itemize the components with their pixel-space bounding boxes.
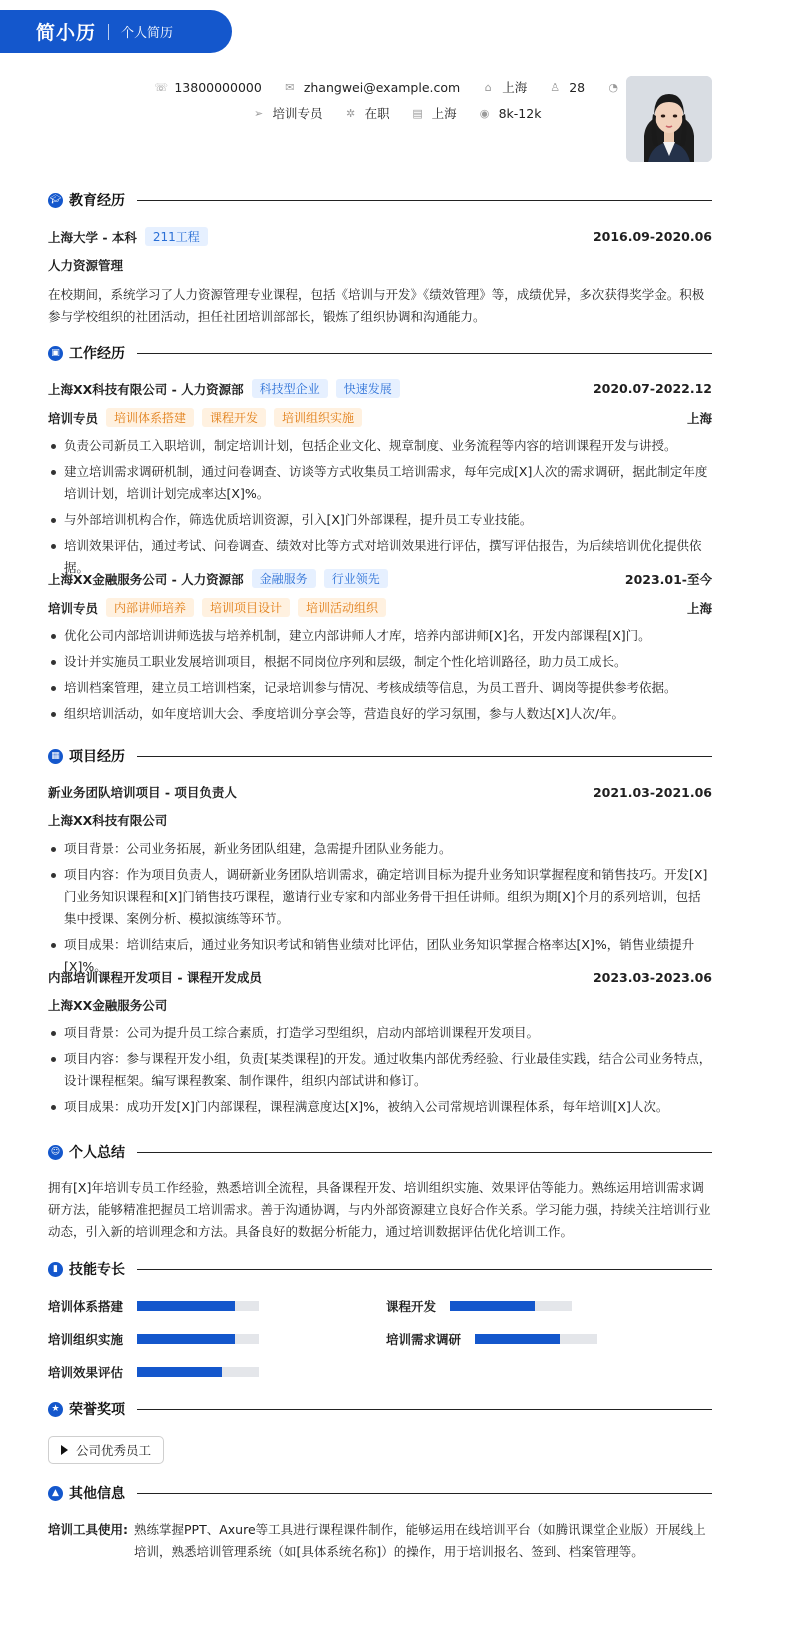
skill-name: 课程开发 bbox=[386, 1299, 437, 1314]
section-divider bbox=[137, 353, 712, 354]
work-2-skill-tag: 培训活动组织 bbox=[298, 598, 386, 617]
school-name: 上海大学 - 本科 bbox=[48, 229, 137, 245]
contact-work-city bbox=[412, 105, 457, 121]
section-summary-title: 个人总结 bbox=[69, 1145, 125, 1161]
work-1-tag: 快速发展 bbox=[336, 379, 400, 398]
list-item: 培训效果评估，通过考试、问卷调查、绩效对比等方式对培训效果进行评估，撰写评估报告，为后续培训优化提供依据。 bbox=[48, 535, 712, 579]
skill-item bbox=[48, 1363, 259, 1381]
project-2-bullets bbox=[48, 1022, 712, 1122]
building-icon: ▤ bbox=[412, 106, 423, 120]
project-1-company-row bbox=[48, 811, 712, 829]
contact-salary bbox=[479, 105, 542, 121]
contact-status-text: 在职 bbox=[364, 106, 390, 121]
award-badge bbox=[48, 1436, 164, 1464]
project-1-title: 新业务团队培训项目 - 项目负责人 bbox=[48, 785, 237, 800]
project-1-bullets bbox=[48, 838, 712, 982]
status-icon: ✲ bbox=[345, 106, 356, 120]
section-skills bbox=[48, 1259, 712, 1279]
skill-bar-fill bbox=[475, 1334, 560, 1344]
project-2-company: 上海XX金融服务公司 bbox=[48, 998, 168, 1013]
skill-name: 培训组织实施 bbox=[48, 1332, 124, 1347]
section-education bbox=[48, 190, 712, 210]
skill-item bbox=[386, 1330, 597, 1348]
award-icon: ★ bbox=[48, 1402, 63, 1417]
education-description: 在校期间，系统学习了人力资源管理专业课程，包括《培训与开发》《绩效管理》等，成绩优异，多次获得奖学金。积极参与学校组织的社团活动，担任社团培训部部长，锻炼了组织协调和沟通能力。 bbox=[48, 287, 705, 324]
list-item: 项目背景：公司为提升员工综合素质，打造学习型组织，启动内部培训课程开发项目。 bbox=[48, 1022, 712, 1044]
brand-divider bbox=[108, 24, 109, 40]
work-2-company: 上海XX金融服务公司 - 人力资源部 bbox=[48, 571, 244, 587]
list-item: 项目成果：成功开发[X]门内部课程，课程满意度达[X]%，被纳入公司常规培训课程体系，每年培训[X]人次。 bbox=[48, 1096, 712, 1118]
avatar-photo bbox=[626, 76, 712, 162]
project-2-date: 2023.03-2023.06 bbox=[592, 969, 712, 985]
section-awards-title: 荣誉奖项 bbox=[69, 1402, 125, 1418]
project-2-header bbox=[48, 968, 712, 986]
education-icon: 🎓︎ bbox=[48, 193, 63, 208]
contact-age bbox=[549, 79, 585, 95]
list-item: 优化公司内部培训讲师选拔与培养机制，建立内部讲师人才库，培养内部讲师[X]名，开发内部课程[X]门。 bbox=[48, 625, 712, 647]
work-2-bullets bbox=[48, 625, 712, 729]
home-icon: ⌂ bbox=[484, 80, 492, 94]
section-project-title: 项目经历 bbox=[69, 749, 125, 765]
work-1-tag: 科技型企业 bbox=[252, 379, 328, 398]
grid-icon: ▦ bbox=[48, 749, 63, 764]
section-divider bbox=[137, 1409, 712, 1410]
work-2-location: 上海 bbox=[686, 600, 712, 616]
work-1-date: 2020.07-2022.12 bbox=[592, 381, 712, 396]
contact-phone bbox=[154, 79, 261, 95]
contact-status bbox=[345, 105, 390, 121]
section-awards bbox=[48, 1399, 712, 1419]
brand-banner bbox=[0, 10, 232, 53]
project-1-company: 上海XX科技有限公司 bbox=[48, 813, 168, 828]
work-2-skill-tag: 内部讲师培养 bbox=[106, 598, 194, 617]
other-info bbox=[48, 1519, 712, 1563]
education-date: 2016.09-2020.06 bbox=[592, 229, 712, 244]
section-other bbox=[48, 1483, 712, 1503]
section-divider bbox=[137, 1152, 712, 1153]
skill-bar-fill bbox=[137, 1367, 222, 1377]
portrait-image bbox=[626, 76, 712, 162]
work-1-bullets bbox=[48, 435, 712, 583]
salary-icon: ◉ bbox=[479, 106, 490, 120]
work-1-skill-tag: 培训体系搭建 bbox=[106, 408, 194, 427]
work-1-position-row bbox=[48, 408, 712, 427]
section-skills-title: 技能专长 bbox=[69, 1262, 125, 1278]
skill-bar bbox=[137, 1334, 259, 1344]
brand-name: 简小历 bbox=[36, 22, 97, 44]
user-icon: ☺ bbox=[48, 1145, 63, 1160]
work-1-header bbox=[48, 379, 712, 398]
skill-item bbox=[48, 1330, 259, 1348]
list-item: 建立培训需求调研机制，通过问卷调查、访谈等方式收集员工培训需求，每年完成[X]人次的需求调研，据此制定年度培训计划，培训计划完成率达[X]%。 bbox=[48, 461, 712, 505]
brand-subtitle: 个人简历 bbox=[121, 26, 174, 41]
summary-text: 拥有[X]年培训专员工作经验，熟悉培训全流程，具备课程开发、培训组织实施、效果评估等能力。熟练运用培训需求调研方法，能够精准把握员工培训需求。善于沟通协调，与内外部资源建立良好合作关系。学习能力强，持续关注培训行业动态，引入新的培训理念和方法。具备良好的数据分析能力，通过培训数据评估优化培训工作。 bbox=[48, 1180, 711, 1239]
skill-bar bbox=[450, 1301, 572, 1311]
age-icon: ♙ bbox=[550, 80, 561, 94]
work-2-position-row bbox=[48, 598, 712, 617]
work-1-skill-tag: 培训组织实施 bbox=[274, 408, 362, 427]
gender-icon: ◔ bbox=[608, 80, 618, 94]
work-2-tag: 行业领先 bbox=[324, 569, 388, 588]
mail-icon: ✉ bbox=[285, 80, 295, 94]
bar-chart-icon: ▮ bbox=[48, 1262, 63, 1277]
other-text: 熟练掌握PPT、Axure等工具进行课程课件制作，能够运用在线培训平台（如腾讯课堂企业版）开展线上培训，熟悉培训管理系统（如[具体系统名称]）的操作，用于培训报名、签到、档案管理等。 bbox=[134, 1522, 706, 1559]
skill-name: 培训需求调研 bbox=[386, 1332, 462, 1347]
other-label: 培训工具使用: bbox=[48, 1522, 128, 1537]
skill-bar-fill bbox=[450, 1301, 535, 1311]
list-item: 项目内容：参与课程开发小组，负责[某类课程]的开发。通过收集内部优秀经验、行业最佳实践，结合公司业务特点，设计课程框架。编写课程教案、制作课件，组织内部试讲和修订。 bbox=[48, 1048, 712, 1092]
major: 人力资源管理 bbox=[48, 258, 124, 273]
list-item: 培训档案管理，建立员工培训档案，记录培训参与情况、考核成绩等信息，为员工晋升、调岗等提供参考依据。 bbox=[48, 677, 712, 699]
work-1-company: 上海XX科技有限公司 - 人力资源部 bbox=[48, 381, 244, 397]
work-1-position: 培训专员 bbox=[48, 410, 99, 426]
skill-bar bbox=[137, 1301, 259, 1311]
contact-work-city-text: 上海 bbox=[431, 106, 457, 121]
work-1-skill-tag: 课程开发 bbox=[202, 408, 266, 427]
list-item: 负责公司新员工入职培训，制定培训计划，包括企业文化、规章制度、业务流程等内容的培训课程开发与讲授。 bbox=[48, 435, 712, 457]
contact-salary-text: 8k-12k bbox=[498, 105, 542, 121]
section-work-title: 工作经历 bbox=[69, 346, 125, 362]
skill-bar bbox=[137, 1367, 259, 1377]
phone-icon: ☏ bbox=[154, 80, 169, 94]
info-icon: ▲ bbox=[48, 1486, 63, 1501]
section-work bbox=[48, 343, 712, 363]
work-2-date: 2023.01-至今 bbox=[624, 571, 712, 587]
list-item: 组织培训活动，如年度培训大会、季度培训分享会等，营造良好的学习氛围，参与人数达[X]人次/年。 bbox=[48, 703, 712, 725]
section-divider bbox=[137, 1269, 712, 1270]
work-2-position: 培训专员 bbox=[48, 600, 99, 616]
contact-position bbox=[253, 105, 323, 121]
education-major-row bbox=[48, 256, 712, 274]
list-item: 项目背景：公司业务拓展，新业务团队组建，急需提升团队业务能力。 bbox=[48, 838, 712, 860]
section-education-title: 教育经历 bbox=[69, 193, 125, 209]
contact-email-text: zhangwei@example.com bbox=[303, 79, 461, 95]
section-divider bbox=[137, 1493, 712, 1494]
skill-name: 培训体系搭建 bbox=[48, 1299, 124, 1314]
section-other-title: 其他信息 bbox=[69, 1486, 125, 1502]
briefcase-icon: ▣ bbox=[48, 346, 63, 361]
skill-bar bbox=[475, 1334, 597, 1344]
list-item: 设计并实施员工职业发展培训项目，根据不同岗位序列和层级，制定个性化培训路径，助力员工成长。 bbox=[48, 651, 712, 673]
skill-bar-fill bbox=[137, 1334, 235, 1344]
project-2-title: 内部培训课程开发项目 - 课程开发成员 bbox=[48, 970, 262, 985]
work-2-header bbox=[48, 569, 712, 588]
skill-bar-fill bbox=[137, 1301, 235, 1311]
skill-item bbox=[386, 1297, 572, 1315]
skill-name: 培训效果评估 bbox=[48, 1365, 124, 1380]
contact-age-text: 28 bbox=[569, 79, 586, 95]
work-2-tag: 金融服务 bbox=[252, 569, 316, 588]
education-header bbox=[48, 227, 712, 246]
section-summary bbox=[48, 1142, 712, 1162]
section-project bbox=[48, 746, 712, 766]
list-item: 项目内容：作为项目负责人，调研新业务团队培训需求，确定培训目标为提升业务知识掌握程度和销售技巧。开发[X]门业务知识课程和[X]门销售技巧课程，邀请行业专家和内部业务骨干担任讲师。组织为期[X]个月的系列培训，包括集中授课、案例分析、模拟演练等环节。 bbox=[48, 864, 712, 930]
contact-phone-text: 13800000000 bbox=[174, 79, 262, 95]
contact-email bbox=[284, 79, 460, 95]
play-icon bbox=[61, 1445, 68, 1455]
send-icon: ➢ bbox=[253, 106, 264, 120]
work-2-skill-tag: 培训项目设计 bbox=[202, 598, 290, 617]
award-name: 公司优秀员工 bbox=[76, 1443, 152, 1458]
list-item: 与外部培训机构合作，筛选优质培训资源，引入[X]门外部课程，提升员工专业技能。 bbox=[48, 509, 712, 531]
section-divider bbox=[137, 756, 712, 757]
work-1-location: 上海 bbox=[686, 410, 712, 426]
contact-city bbox=[482, 79, 527, 95]
skill-item bbox=[48, 1297, 259, 1315]
project-1-date: 2021.03-2021.06 bbox=[592, 784, 712, 800]
project-2-company-row bbox=[48, 996, 712, 1014]
school-tag: 211工程 bbox=[145, 227, 208, 246]
section-divider bbox=[137, 200, 712, 201]
project-1-header bbox=[48, 783, 712, 801]
contact-city-text: 上海 bbox=[502, 80, 528, 95]
list-item: 项目成果：培训结束后，通过业务知识考试和销售业绩对比评估，团队业务知识掌握合格率达[X]%，销售业绩提升[X]%。 bbox=[48, 934, 712, 978]
contact-position-text: 培训专员 bbox=[272, 106, 323, 121]
